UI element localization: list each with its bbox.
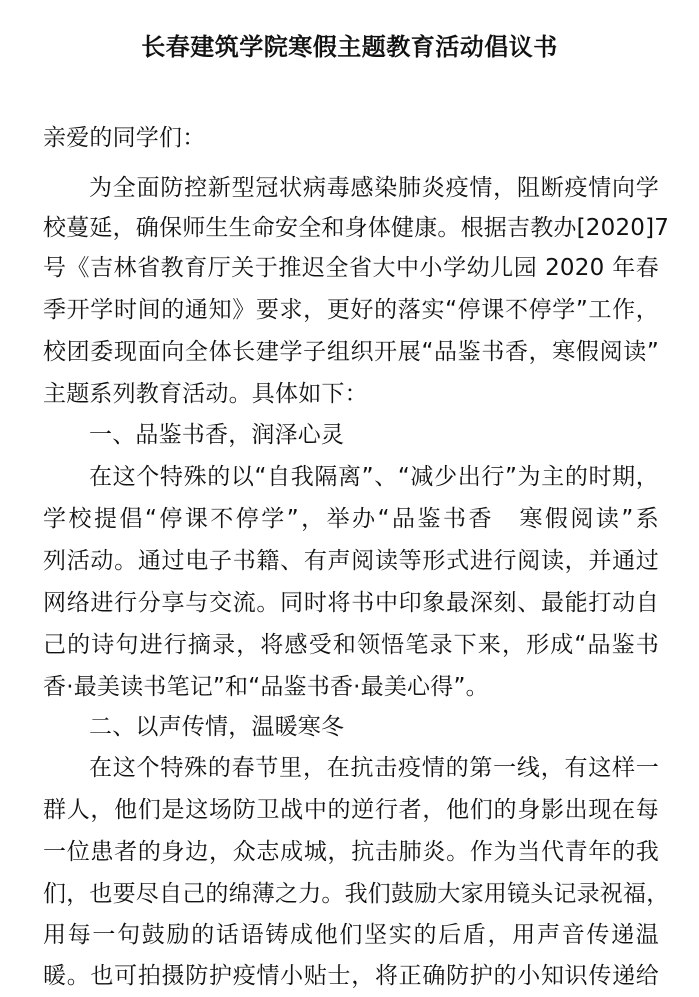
paragraph-line: 学校提倡“停课不停学”，举办“品鉴书香 寒假阅读”系 bbox=[43, 506, 659, 532]
paragraph-line: 校团委现面向全体长建学子组织开展“品鉴书香，寒假阅读” bbox=[43, 339, 659, 365]
paragraph-line: 在这个特殊的春节里，在抗击疫情的第一线，有这样一 bbox=[89, 755, 659, 781]
salutation: 亲爱的同学们： bbox=[43, 125, 206, 151]
paragraph-line: 主题系列教育活动。具体如下： bbox=[43, 381, 368, 407]
paragraph-line: 己的诗句进行摘录，将感受和领悟笔录下来，形成“品鉴书 bbox=[43, 632, 659, 658]
paragraph-line: 在这个特殊的以“自我隔离”、“减少出行”为主的时期， bbox=[89, 464, 659, 490]
paragraph-line: 校蔓延，确保师生生命安全和身体健康。根据吉教办[2020]7 bbox=[43, 215, 670, 241]
paragraph-line: 列活动。通过电子书籍、有声阅读等形式进行阅读，并通过 bbox=[43, 548, 659, 574]
section-heading-1: 一、品鉴书香，润泽心灵 bbox=[89, 422, 345, 448]
paragraph-line: 用每一句鼓励的话语铸成他们坚实的后盾，用声音传递温 bbox=[43, 922, 659, 948]
paragraph-line: 们，也要尽自己的绵薄之力。我们鼓励大家用镜头记录祝福， bbox=[43, 881, 670, 907]
paragraph-line: 香·最美读书笔记”和“品鉴书香·最美心得”。 bbox=[43, 674, 489, 700]
paragraph-line: 一位患者的身边，众志成城，抗击肺炎。作为当代青年的我 bbox=[43, 839, 659, 865]
section-heading-2: 二、以声传情，温暖寒冬 bbox=[89, 714, 345, 740]
document-title: 长春建筑学院寒假主题教育活动倡议书 bbox=[141, 33, 558, 61]
paragraph-line: 季开学时间的通知》要求，更好的落实“停课不停学”工作， bbox=[43, 297, 659, 323]
paragraph-line: 号《吉林省教育厅关于推迟全省大中小学幼儿园 2020 年春 bbox=[43, 255, 659, 281]
paragraph-line: 网络进行分享与交流。同时将书中印象最深刻、最能打动自 bbox=[43, 590, 659, 616]
paragraph-line: 暖。也可拍摄防护疫情小贴士，将正确防护的小知识传递给 bbox=[43, 963, 659, 989]
paragraph-line: 群人，他们是这场防卫战中的逆行者，他们的身影出现在每 bbox=[43, 797, 659, 823]
paragraph-line: 为全面防控新型冠状病毒感染肺炎疫情，阻断疫情向学 bbox=[89, 175, 659, 201]
